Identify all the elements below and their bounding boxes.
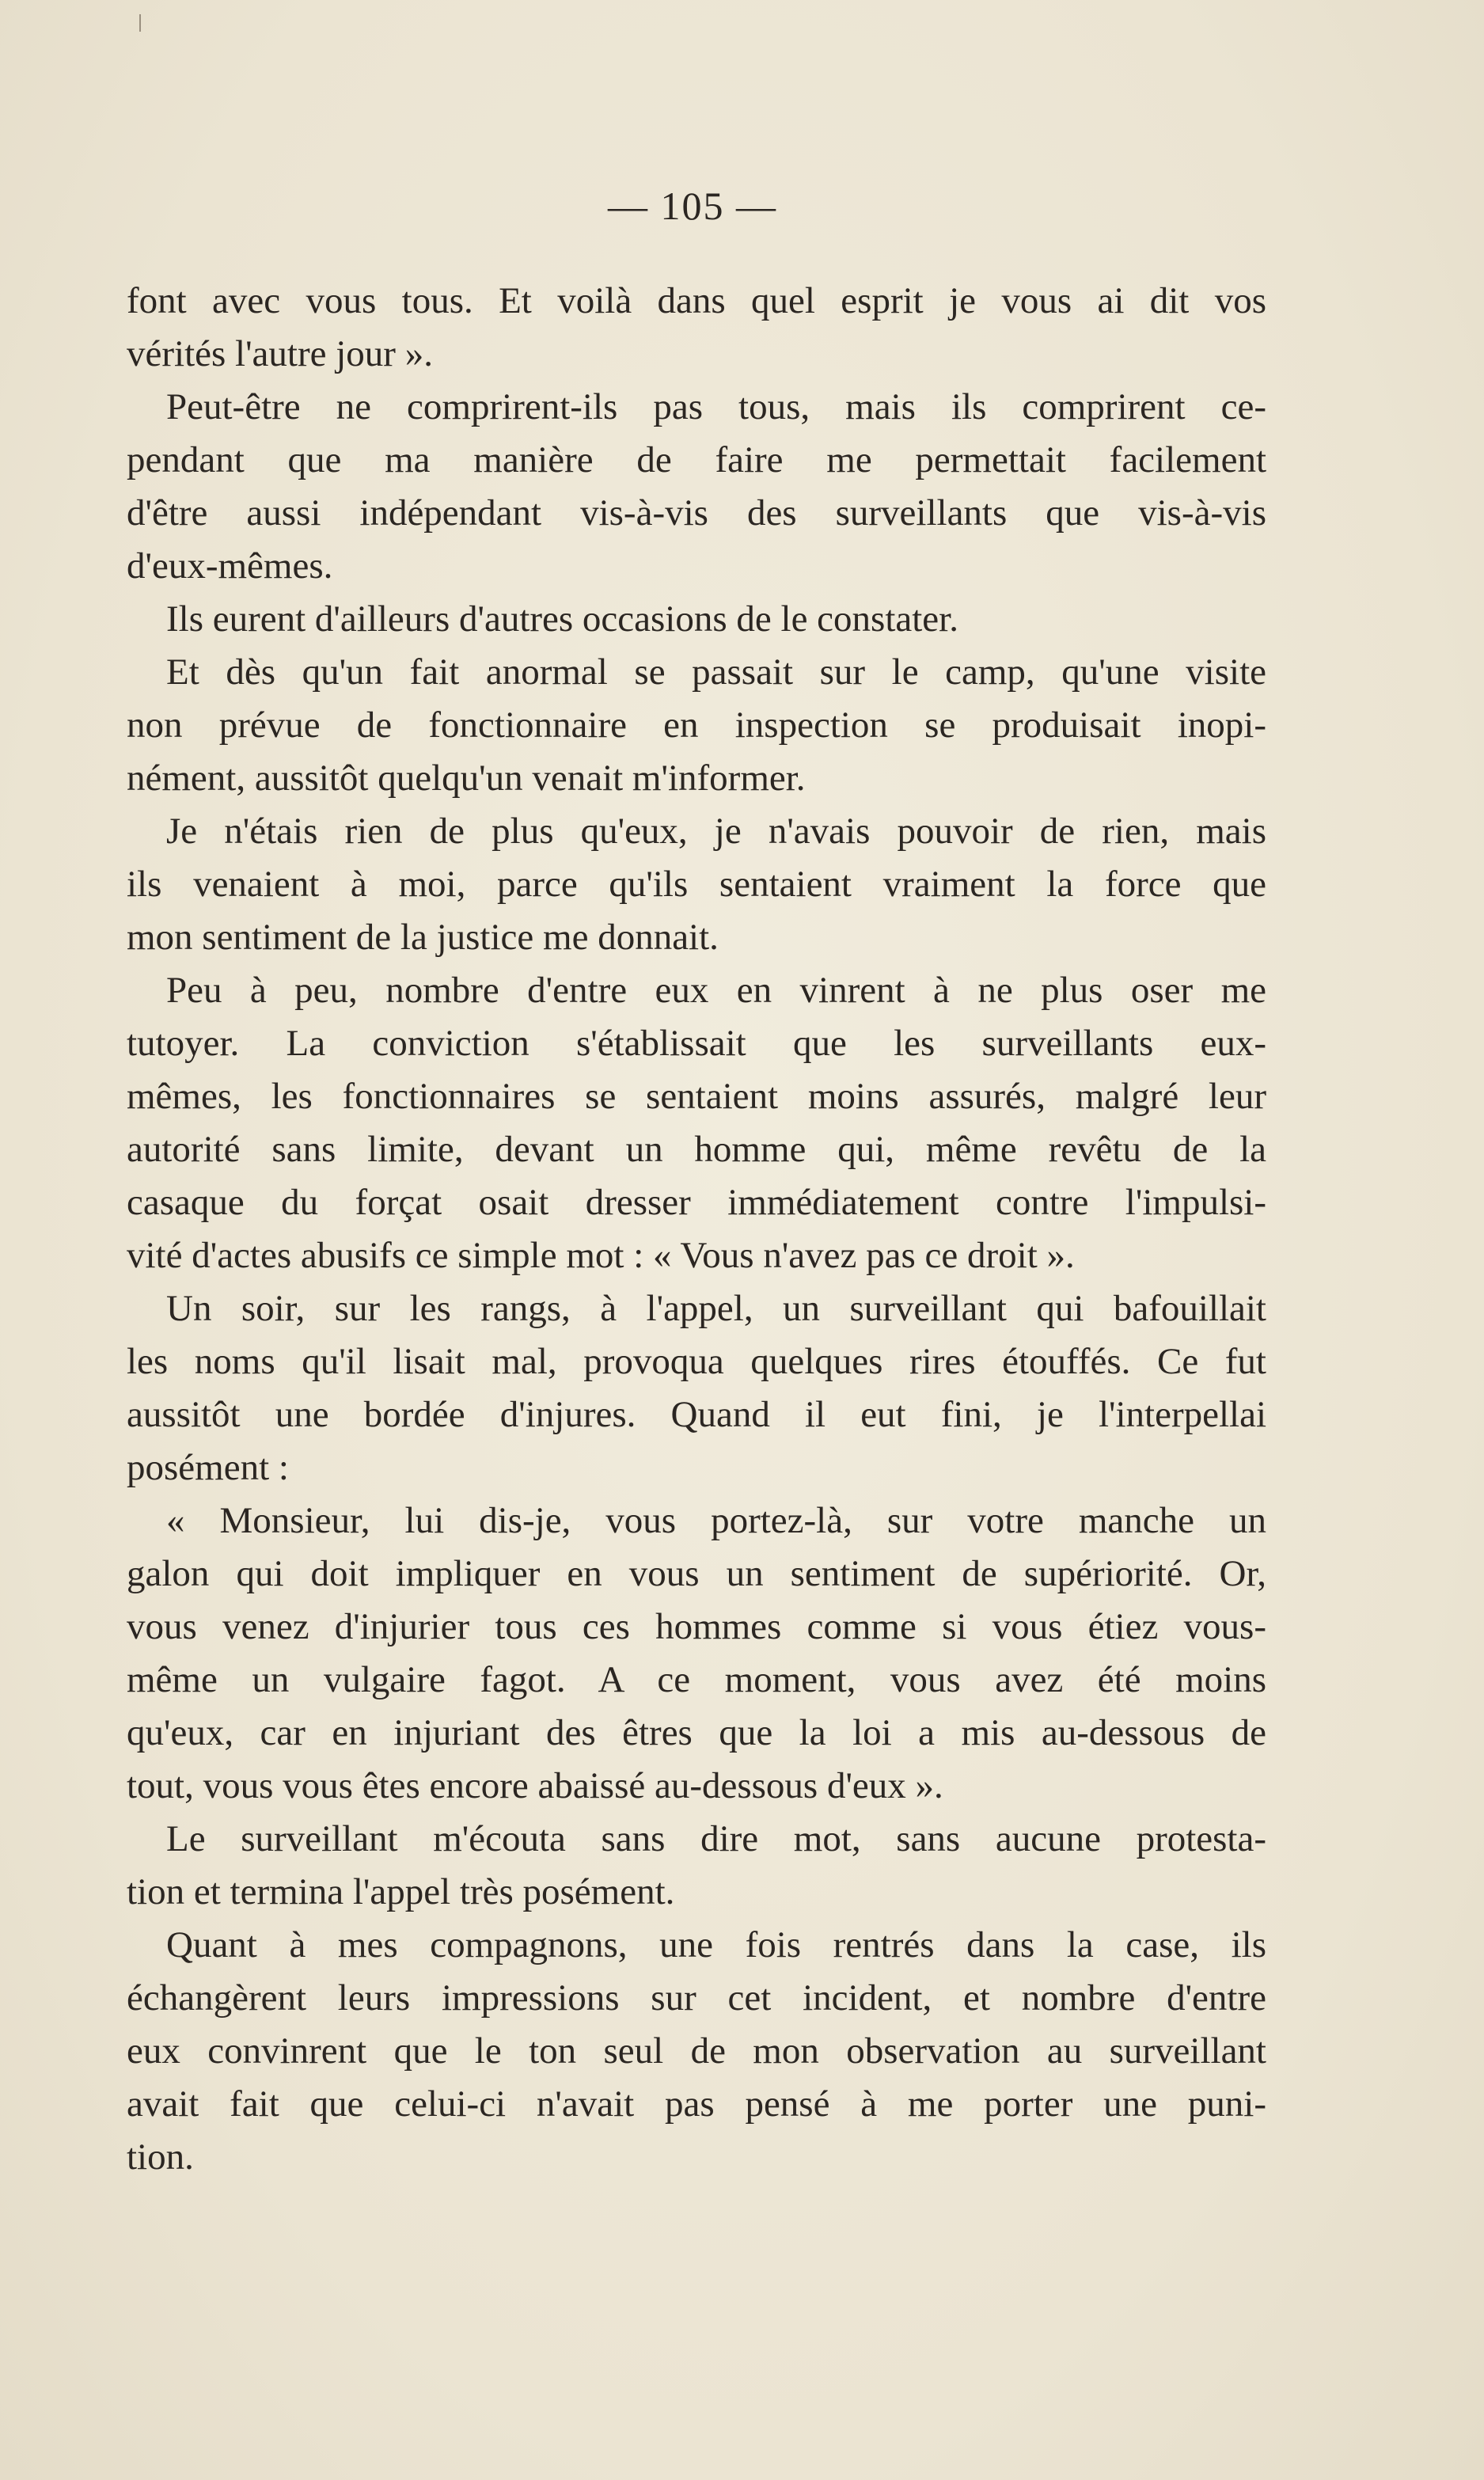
text-line: tion et termina l'appel très posément. [127,1871,675,1912]
text-line: tout, vous vous êtes encore abaissé au-dessous d'eux ». [127,1765,943,1806]
text-line: Je n'étais rien de plus qu'eux, je n'avais pouvoir de rien, mais [166,811,1266,852]
text-line: Peut-être ne comprirent-ils pas tous, mais ils comprirent ce- [166,386,1266,427]
text-line: nément, aussitôt quelqu'un venait m'informer. [127,758,806,799]
text-line: avait fait que celui-ci n'avait pas pensé à me porter une puni- [127,2083,1266,2125]
text-line: échangèrent leurs impressions sur cet incident, et nombre d'entre [127,1977,1266,2019]
text-line: Un soir, sur les rangs, à l'appel, un surveillant qui bafouillait [166,1288,1266,1329]
text-line: d'être aussi indépendant vis-à-vis des surveillants que vis-à-vis [127,492,1266,534]
scan-mark [139,14,141,32]
text-line: d'eux-mêmes. [127,545,333,587]
text-line: ils venaient à moi, parce qu'ils sentaient vraiment la force que [127,864,1266,905]
text-line: même un vulgaire fagot. A ce moment, vous avez été moins [127,1659,1266,1700]
text-line: mêmes, les fonctionnaires se sentaient moins assurés, malgré leur [127,1076,1266,1117]
text-line: « Monsieur, lui dis-je, vous portez-là, sur votre manche un [166,1500,1266,1541]
text-line: galon qui doit impliquer en vous un sentiment de supériorité. Or, [127,1553,1266,1594]
text-line: non prévue de fonctionnaire en inspection se produisait inopi- [127,705,1266,746]
text-line: autorité sans limite, devant un homme qui, même revêtu de la [127,1129,1266,1170]
text-line: font avec vous tous. Et voilà dans quel esprit je vous ai dit vos [127,280,1266,321]
paragraph [127,593,1266,646]
text-line: Ils eurent d'ailleurs d'autres occasions de le constater. [166,598,958,640]
text-line: mon sentiment de la justice me donnait. [127,917,719,958]
text-line: tion. [127,2136,194,2178]
text-line: vérités l'autre jour ». [127,333,433,374]
paragraph [127,646,1266,805]
paragraph [127,381,1266,593]
text-line: posément : [127,1447,289,1488]
body-text [127,275,1266,2184]
paragraph [127,1919,1266,2184]
paragraph [127,1282,1266,1494]
text-line: aussitôt une bordée d'injures. Quand il eut fini, je l'interpellai [127,1394,1266,1435]
paragraph [127,275,1266,381]
page-number: — 105 — [608,184,777,228]
text-line: tutoyer. La conviction s'établissait que les surveillants eux- [127,1023,1266,1064]
paragraph [127,1813,1266,1919]
text-line: casaque du forçat osait dresser immédiatement contre l'impulsi- [127,1182,1266,1223]
text-line: les noms qu'il lisait mal, provoqua quelques rires étouffés. Ce fut [127,1341,1266,1382]
paragraph [127,805,1266,964]
text-line: eux convinrent que le ton seul de mon observation au surveillant [127,2030,1266,2072]
text-line: pendant que ma manière de faire me permettait facilement [127,439,1266,480]
text-line: Le surveillant m'écouta sans dire mot, sans aucune protesta- [166,1818,1266,1859]
text-line: qu'eux, car en injuriant des êtres que la loi a mis au-dessous de [127,1712,1266,1753]
text-line: Peu à peu, nombre d'entre eux en vinrent à ne plus oser me [166,970,1266,1011]
text-line: vous venez d'injurier tous ces hommes comme si vous étiez vous- [127,1606,1266,1647]
text-line: vité d'actes abusifs ce simple mot : « Vous n'avez pas ce droit ». [127,1235,1075,1276]
paragraph [127,964,1266,1282]
text-line: Quant à mes compagnons, une fois rentrés dans la case, ils [166,1924,1266,1965]
text-line: Et dès qu'un fait anormal se passait sur le camp, qu'une visite [166,651,1266,693]
paragraph [127,1494,1266,1813]
